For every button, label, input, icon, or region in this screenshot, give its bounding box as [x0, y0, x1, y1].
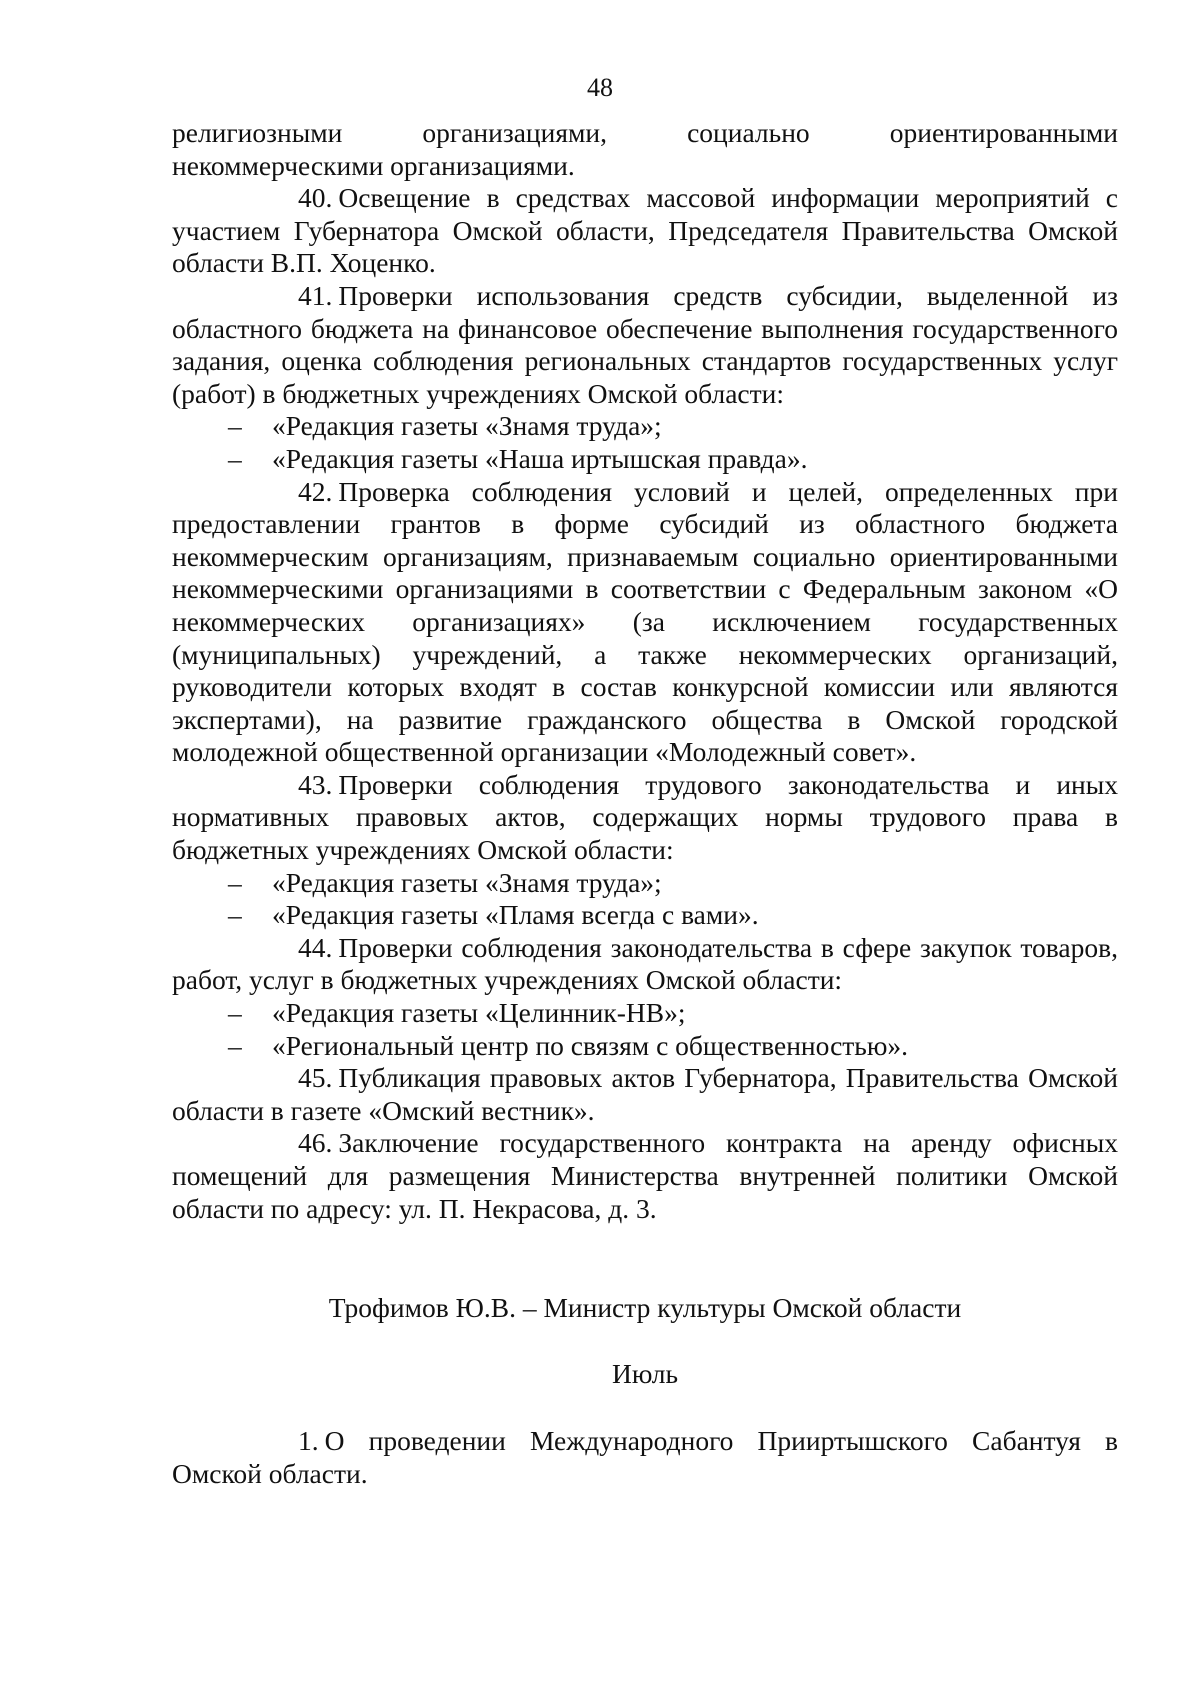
dash-bullet: –: [228, 1029, 242, 1061]
document-body: [172, 117, 1118, 1225]
item-text: Освещение в средствах массовой информации мероприятий с участием Губернатора Омской области, Председателя Правительства Омской области В.П. Хоценко.: [172, 182, 1118, 279]
dash-bullet: –: [228, 899, 242, 931]
sub-item-text: «Редакция газеты «Пламя всегда с вами».: [272, 899, 759, 931]
section-heading: Трофимов Ю.В. – Министр культуры Омской области: [328, 1292, 962, 1323]
sub-item-text: «Редакция газеты «Целинник-НВ»;: [272, 997, 686, 1029]
item-number: 45.: [298, 1062, 333, 1094]
item-number: 42.: [298, 475, 333, 507]
item-text: Публикация правовых актов Губернатора, Правительства Омской области в газете «Омский вестник».: [172, 1062, 1118, 1126]
sub-item-text: «Региональный центр по связям с общественностью».: [272, 1029, 909, 1061]
item-number: 1.: [298, 1425, 319, 1456]
sub-item-text: «Редакция газеты «Наша иртышская правда».: [272, 442, 808, 474]
sub-item: [172, 899, 1118, 932]
final-list-container: [172, 1425, 1118, 1490]
item-text: Заключение государственного контракта на аренду офисных помещений для размещения Министерства внутренней политики Омской области по адресу: ул. П. Некрасова, д. 3.: [172, 1127, 1118, 1224]
dash-bullet: –: [228, 866, 242, 898]
sub-item: [172, 867, 1118, 900]
item-text: Проверки соблюдения трудового законодательства и иных нормативных правовых актов, содержащих нормы трудового права в бюджетных учреждениях Омской области:: [172, 768, 1118, 866]
sub-item-text: «Редакция газеты «Знамя труда»;: [272, 866, 662, 898]
list-item-46: [172, 1127, 1118, 1225]
page-number: 48: [587, 73, 613, 102]
item-number: 44.: [298, 931, 333, 963]
item-number: 46.: [298, 1127, 333, 1159]
section-heading-container: [172, 1292, 1118, 1325]
sub-item-text: «Редакция газеты «Знамя труда»;: [272, 410, 662, 442]
list-item-40: [172, 182, 1118, 280]
sub-item: [172, 443, 1118, 476]
list-item-44: [172, 932, 1118, 997]
list-item-41: [172, 280, 1118, 410]
final-list-item: [172, 1425, 1118, 1490]
item-number: 41.: [298, 279, 333, 311]
item-text: Проверка соблюдения условий и целей, определенных при предоставлении грантов в форме субсидий из областного бюджета некоммерческим организациям, признаваемым социально ориентированными некоммерческими организациями в соответствии с Федеральным законом «О некоммерческих организациях» (за исключением государственных (муниципальных) учреждений, а также некоммерческих организаций, руководители которых входят в состав конкурсной комиссии или являются экспертами), на развитие гражданского общества в Омской городской молодежной общественной организации «Молодежный совет».: [172, 475, 1118, 768]
item-text: Проверки использования средств субсидии, выделенной из областного бюджета на финансовое обеспечение выполнения государственного задания, оценка соблюдения региональных стандартов государственных услуг (работ) в бюджетных учреждениях Омской области:: [172, 279, 1118, 409]
item-number: 43.: [298, 768, 333, 800]
item-number: 40.: [298, 182, 333, 214]
sub-item: [172, 410, 1118, 443]
item-text: О проведении Международного Прииртышского Сабантуя в Омской области.: [172, 1425, 1118, 1489]
sub-item: [172, 997, 1118, 1030]
month-heading-container: [172, 1358, 1118, 1391]
item-text: Проверки соблюдения законодательства в сфере закупок товаров, работ, услуг в бюджетных учреждениях Омской области:: [172, 931, 1118, 996]
list-item-43: [172, 769, 1118, 867]
month-heading: Июль: [612, 1358, 678, 1389]
sub-item: [172, 1030, 1118, 1063]
list-item-42: [172, 476, 1118, 769]
continuation-line-1: религиозными организациями, социально ориентированными: [172, 117, 1118, 148]
dash-bullet: –: [228, 997, 242, 1029]
dash-bullet: –: [228, 442, 242, 474]
dash-bullet: –: [228, 410, 242, 442]
list-item-45: [172, 1062, 1118, 1127]
continuation-line-2: некоммерческими организациями.: [172, 149, 575, 181]
